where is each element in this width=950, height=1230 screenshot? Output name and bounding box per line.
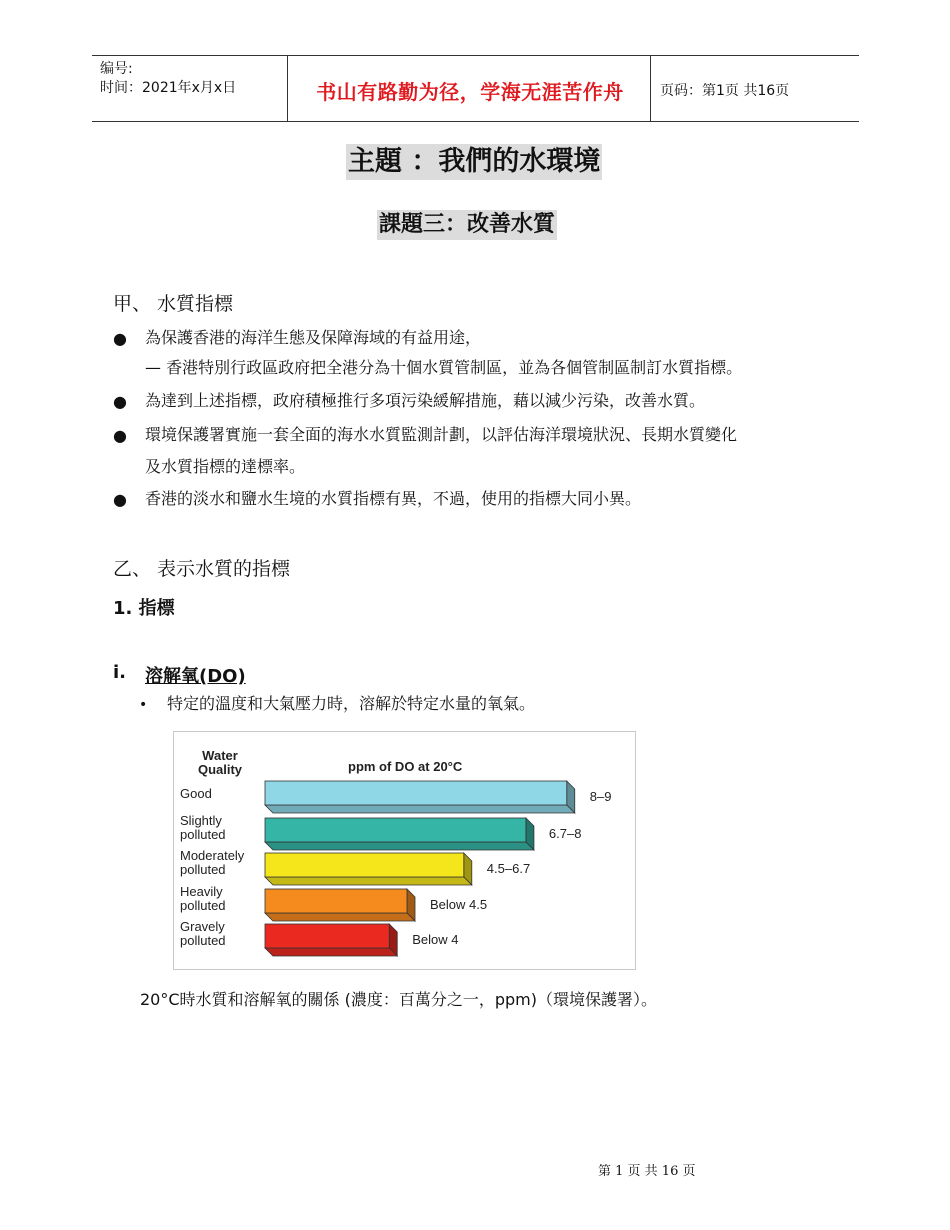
header-divider-right (650, 55, 651, 121)
chart-bar (265, 889, 407, 913)
chart-title: ppm of DO at 20°C (348, 759, 463, 774)
chart-caption: 20°C時水質和溶解氧的關係 (濃度：百萬分之一，ppm)（環境保護署）。 (140, 990, 658, 1009)
item-bullet: 特定的溫度和大氣壓力時，溶解於特定水量的氧氣。 (167, 694, 536, 713)
bullet-dot-icon: ● (113, 490, 127, 509)
chart-category-label: Slightly (180, 813, 222, 828)
chart-category-header: Water (202, 748, 238, 763)
do-chart (173, 731, 636, 970)
section-b-subheading: 1. 指標 (113, 598, 175, 619)
header-page-info: 页码：第1页 共16页 (660, 83, 790, 99)
chart-value-label: 8–9 (589, 789, 612, 804)
bullet-dot-icon: ● (113, 426, 127, 445)
item-label: i. (113, 662, 127, 683)
chart-bar-bottom (265, 877, 472, 885)
chart-category-label: Moderately (180, 848, 245, 863)
section-a-bullet-3-continuation: 及水質指標的達標率。 (145, 457, 306, 476)
header-number-label: 编号: (100, 61, 133, 77)
page-subtitle: 課題三：改善水質 (377, 210, 557, 240)
item-title: 溶解氧(DO) (145, 666, 246, 687)
chart-value-label: Below 4 (412, 932, 459, 947)
chart-category-header: Quality (197, 762, 243, 777)
chart-category-label: polluted (180, 933, 226, 948)
header-top-rule (92, 55, 859, 56)
header-divider-left (287, 55, 288, 121)
chart-value-label: 4.5–6.7 (486, 861, 531, 876)
chart-bar-bottom (265, 913, 415, 921)
section-a-bullet-4: 香港的淡水和鹽水生境的水質指標有異，不過，使用的指標大同小異。 (145, 489, 642, 508)
chart-category-label: polluted (180, 898, 226, 913)
header-motto: 书山有路勤为径，学海无涯苦作舟 (316, 80, 624, 104)
chart-bar (265, 924, 389, 948)
chart-bar-bottom (265, 805, 575, 813)
do-chart-svg (174, 732, 635, 969)
chart-category-label: Gravely (180, 919, 225, 934)
section-a-bullet-2: 為達到上述指標，政府積極推行多項污染緩解措施，藉以減少污染，改善水質。 (145, 391, 706, 410)
section-a-bullet-1: 為保護香港的海洋生態及保障海域的有益用途， (145, 328, 482, 347)
page-title: 主題 ：我們的水環境 (346, 144, 602, 180)
header-time-label: 时间：2021年x月x日 (100, 80, 237, 96)
chart-value-label: 6.7–8 (548, 826, 582, 841)
chart-category-label: Good (180, 786, 212, 801)
section-a-bullet-3: 環境保護署實施一套全面的海水水質監測計劃，以評估海洋環境狀況、長期水質變化 (145, 425, 738, 444)
small-bullet-icon: • (139, 697, 148, 713)
section-a-bullet-1-continuation: — 香港特別行政區政府把全港分為十個水質管制區，並為各個管制區制訂水質指標。 (145, 358, 743, 377)
section-a-heading: 甲、 水質指標 (113, 293, 234, 315)
chart-bar-bottom (265, 948, 397, 956)
chart-value-label: Below 4.5 (430, 897, 488, 912)
page-footer: 第 1 页 共 16 页 (598, 1164, 696, 1179)
chart-bar (265, 781, 567, 805)
section-b-heading: 乙、 表示水質的指標 (113, 558, 291, 580)
chart-bar (265, 853, 464, 877)
header-bottom-rule (92, 121, 859, 122)
bullet-dot-icon: ● (113, 392, 127, 411)
bullet-dot-icon: ● (113, 329, 127, 348)
chart-bar-bottom (265, 842, 534, 850)
chart-category-label: polluted (180, 827, 226, 842)
chart-bar (265, 818, 526, 842)
chart-category-label: Heavily (180, 884, 223, 899)
chart-category-label: polluted (180, 862, 226, 877)
